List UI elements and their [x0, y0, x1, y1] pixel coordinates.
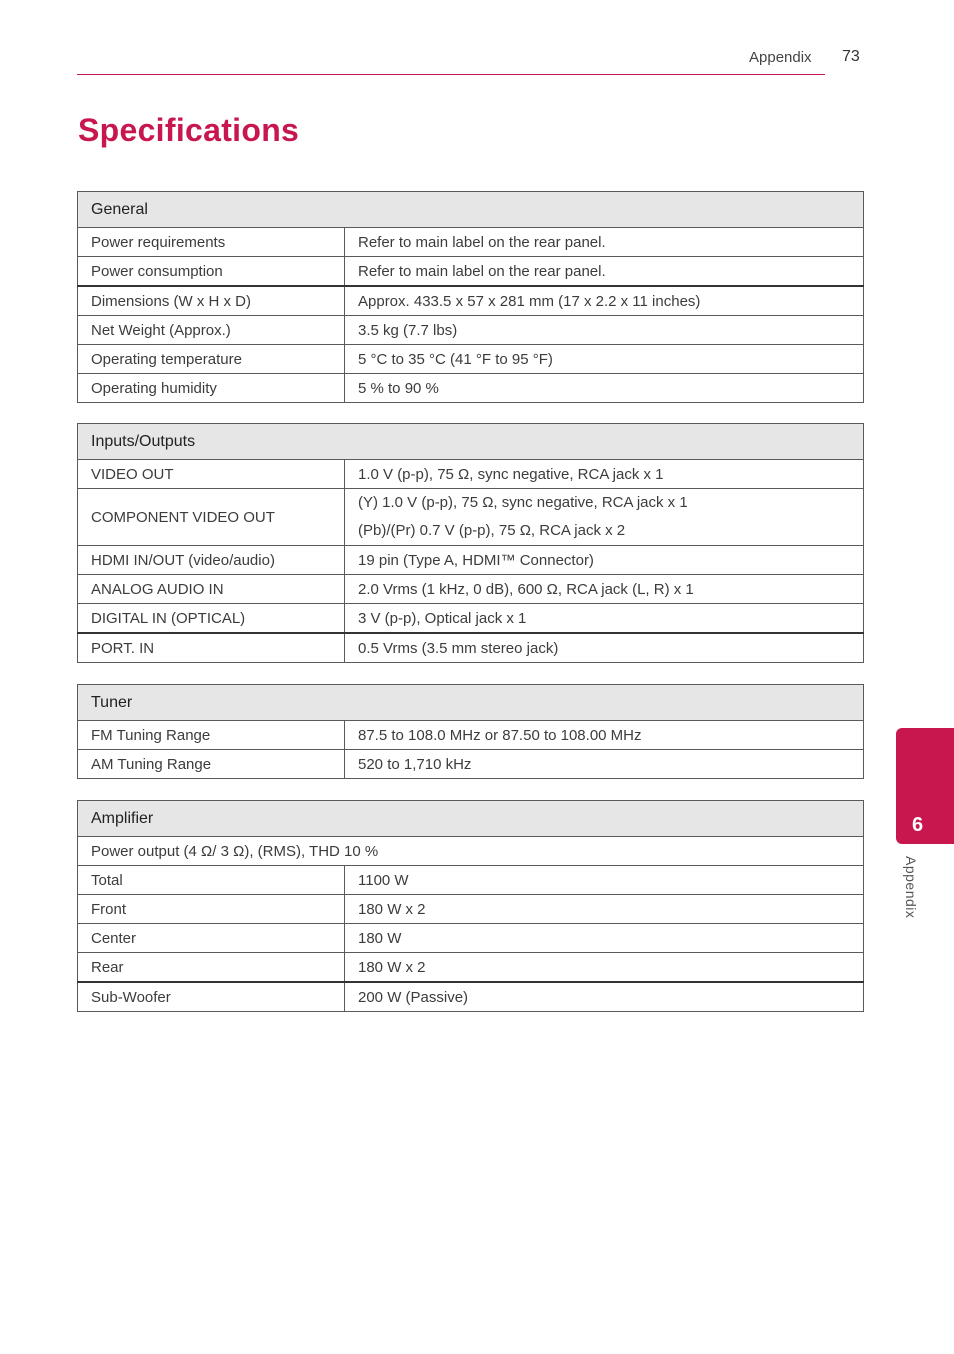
- table-row: [78, 837, 864, 866]
- table-row: [78, 286, 864, 316]
- spec-key: Sub-Woofer: [78, 982, 345, 1012]
- spec-key: AM Tuning Range: [78, 750, 345, 779]
- spec-value: 19 pin (Type A, HDMI™ Connector): [345, 546, 864, 575]
- spec-value: 3.5 kg (7.7 lbs): [345, 316, 864, 345]
- spec-key: COMPONENT VIDEO OUT: [78, 489, 345, 546]
- spec-key: HDMI IN/OUT (video/audio): [78, 546, 345, 575]
- section-heading: Amplifier: [78, 801, 864, 837]
- spec-key: Power consumption: [78, 257, 345, 287]
- table-row: [78, 895, 864, 924]
- spec-value: 5 % to 90 %: [345, 374, 864, 403]
- spec-key: Center: [78, 924, 345, 953]
- table-row: [78, 316, 864, 345]
- spec-key: Net Weight (Approx.): [78, 316, 345, 345]
- table-row: [78, 345, 864, 374]
- table-row: [78, 721, 864, 750]
- spec-value: 0.5 Vrms (3.5 mm stereo jack): [345, 633, 864, 663]
- tuner-spec-table: [77, 684, 864, 779]
- page-number: 73: [842, 48, 860, 65]
- chapter-tab: [896, 728, 954, 844]
- table-row: [78, 460, 864, 489]
- chapter-label: Appendix: [903, 856, 919, 919]
- section-heading: Inputs/Outputs: [78, 424, 864, 460]
- spec-value: Refer to main label on the rear panel.: [345, 257, 864, 287]
- table-row: [78, 374, 864, 403]
- spec-key: Rear: [78, 953, 345, 983]
- table-row: [78, 489, 864, 546]
- table-row: [78, 750, 864, 779]
- spec-key: Operating temperature: [78, 345, 345, 374]
- table-header-row: [78, 424, 864, 460]
- spec-value: Refer to main label on the rear panel.: [345, 228, 864, 257]
- spec-value: 520 to 1,710 kHz: [345, 750, 864, 779]
- spec-key: Operating humidity: [78, 374, 345, 403]
- spec-value: 180 W: [345, 924, 864, 953]
- spec-key: Front: [78, 895, 345, 924]
- table-row: [78, 575, 864, 604]
- spec-value-line: (Y) 1.0 V (p-p), 75 Ω, sync negative, RCA jack x 1: [358, 494, 688, 511]
- section-heading: General: [78, 192, 864, 228]
- table-row: [78, 924, 864, 953]
- chapter-number: 6: [912, 814, 924, 836]
- spec-key: PORT. IN: [78, 633, 345, 663]
- table-row: [78, 633, 864, 663]
- spec-key: DIGITAL IN (OPTICAL): [78, 604, 345, 634]
- spec-value: 3 V (p-p), Optical jack x 1: [345, 604, 864, 634]
- table-row: [78, 866, 864, 895]
- spec-value: 200 W (Passive): [345, 982, 864, 1012]
- io-spec-table: [77, 423, 864, 663]
- table-row: [78, 604, 864, 634]
- spec-value: 180 W x 2: [345, 953, 864, 983]
- table-row: [78, 546, 864, 575]
- spec-value: 1.0 V (p-p), 75 Ω, sync negative, RCA jack x 1: [345, 460, 864, 489]
- page-title: Specifications: [78, 112, 300, 148]
- spec-key: Power requirements: [78, 228, 345, 257]
- table-row: [78, 953, 864, 983]
- header-divider: [77, 74, 825, 75]
- spec-key: Dimensions (W x H x D): [78, 286, 345, 316]
- table-header-row: [78, 685, 864, 721]
- amplifier-spec-table: [77, 800, 864, 1012]
- spec-value-line: (Pb)/(Pr) 0.7 V (p-p), 75 Ω, RCA jack x 2: [358, 522, 626, 539]
- spec-value: 5 °C to 35 °C (41 °F to 95 °F): [345, 345, 864, 374]
- table-header-row: [78, 192, 864, 228]
- table-row: [78, 257, 864, 287]
- table-header-row: [78, 801, 864, 837]
- spec-key: VIDEO OUT: [78, 460, 345, 489]
- spec-span-label: Power output (4 Ω/ 3 Ω), (RMS), THD 10 %: [78, 837, 864, 866]
- table-row: [78, 228, 864, 257]
- general-spec-table: [77, 191, 864, 403]
- spec-value: 2.0 Vrms (1 kHz, 0 dB), 600 Ω, RCA jack (L, R) x 1: [345, 575, 864, 604]
- spec-value-multiline: [345, 489, 864, 546]
- spec-value: Approx. 433.5 x 57 x 281 mm (17 x 2.2 x 11 inches): [345, 286, 864, 316]
- table-row: [78, 982, 864, 1012]
- header-section-label: Appendix: [749, 49, 812, 66]
- spec-value: 1100 W: [345, 866, 864, 895]
- spec-value: 87.5 to 108.0 MHz or 87.50 to 108.00 MHz: [345, 721, 864, 750]
- spec-key: FM Tuning Range: [78, 721, 345, 750]
- section-heading: Tuner: [78, 685, 864, 721]
- spec-value: 180 W x 2: [345, 895, 864, 924]
- spec-key: Total: [78, 866, 345, 895]
- spec-key: ANALOG AUDIO IN: [78, 575, 345, 604]
